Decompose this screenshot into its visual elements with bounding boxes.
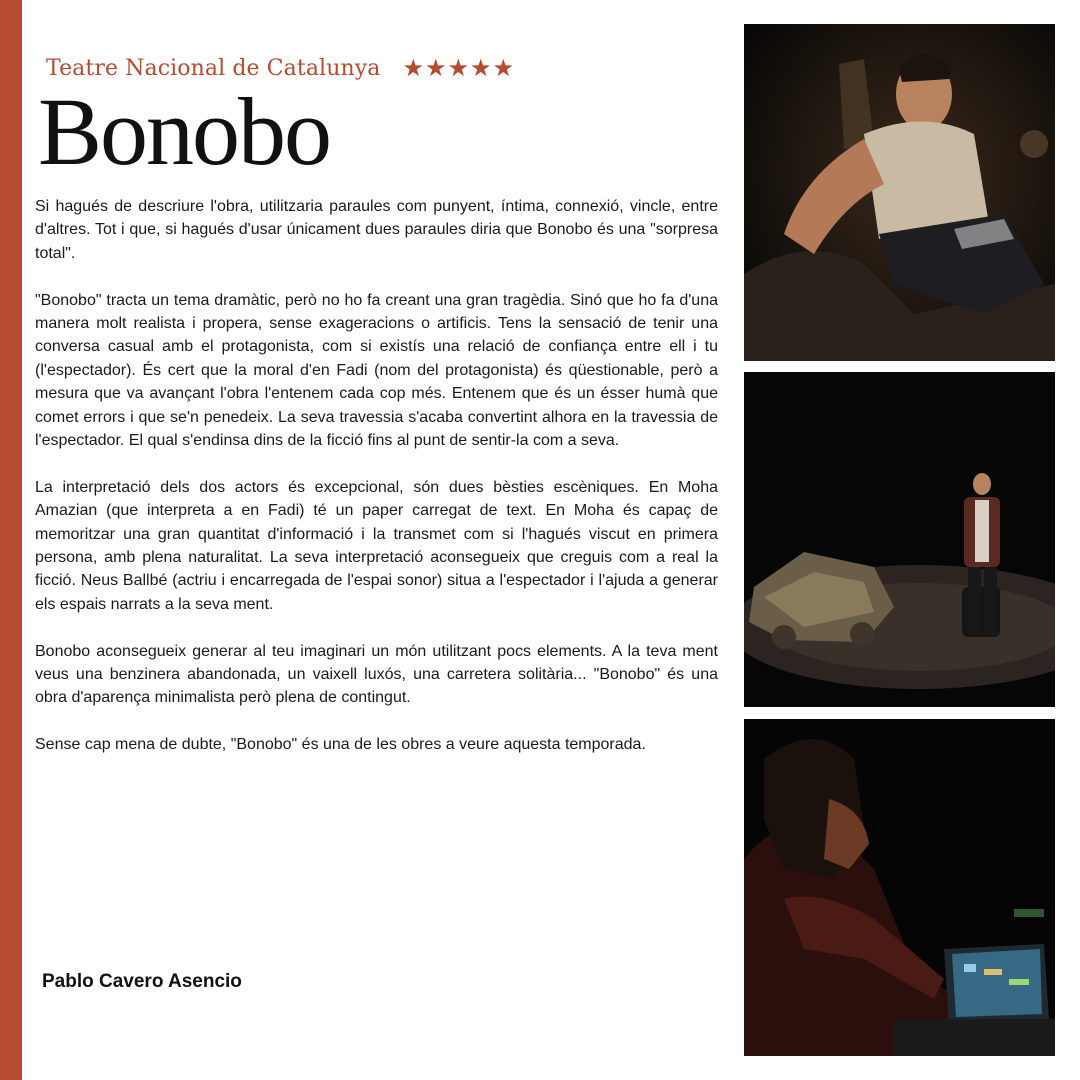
review-author: Pablo Cavero Asencio [42,971,242,992]
review-paragraph: La interpretació dels dos actors és excepcional, són dues bèsties escèniques. En Moha Amazian (que interpreta a en Fadi) té un paper carregat de text. En Moha és capaç de memoritzar una gran quantitat d'informació i la transmet com si l'hagués viscut en primera persona, amb plena naturalitat. La seva interpretació aconsegueix que creguis com a real la ficció. Neus Ballbé (actriu i encarregada de l'espai sonor) situa a l'espectador i l'ajuda a generar els espais narrats a la seva ment. [35,478,718,613]
venue-name: Teatre Nacional de Catalunya [46,55,381,81]
review-paragraph: "Bonobo" tracta un tema dramàtic, però no ho fa creant una gran tragèdia. Sinó que ho fa d'una manera molt realista i propera, sense exageracions o artificis. Tens la sensació de tenir una conversa casual amb el protagonista, com si existís una relació de confiança entre ell i tu (l'espectador). És cert que la moral d'en Fadi (nom del protagonista) és qüestionable, però a mesura que va avançant l'obra l'entenem cada cop més. Entenem que és un ésser humà que comet errors i que se'n penedeix. La seva travessia s'acaba convertint alhora en la travessia de l'espectador. El qual s'endinsa dins de la ficció fins al punt de sentir-la com a seva. [35,291,718,450]
review-body [35,195,718,780]
stage-photo-actor-closeup [744,24,1055,361]
review-paragraph: Si hagués de descriure l'obra, utilitzaria paraules com punyent, íntima, connexió, vincle, entre d'altres. Tot i que, si hagués d'usar únicament dues paraules diria que Bonobo és una "sorpresa total". [35,198,718,262]
stage-photo-sound-designer [744,719,1055,1056]
accent-side-bar [0,0,22,1080]
stage-photo-wide-shot [744,372,1055,707]
rating-stars: ★★★★★ [402,54,516,82]
review-paragraph: Bonobo aconsegueix generar al teu imaginari un món utilitzant pocs elements. A la teva ment veus una benzinera abandonada, un vaixell luxós, una carretera solitària... "Bonobo" és una obra d'aparença minimalista però plena de contingut. [35,642,718,707]
review-paragraph: Sense cap mena de dubte, "Bonobo" és una de les obres a veure aquesta temporada. [35,736,646,754]
play-title: Bonobo [38,78,331,185]
